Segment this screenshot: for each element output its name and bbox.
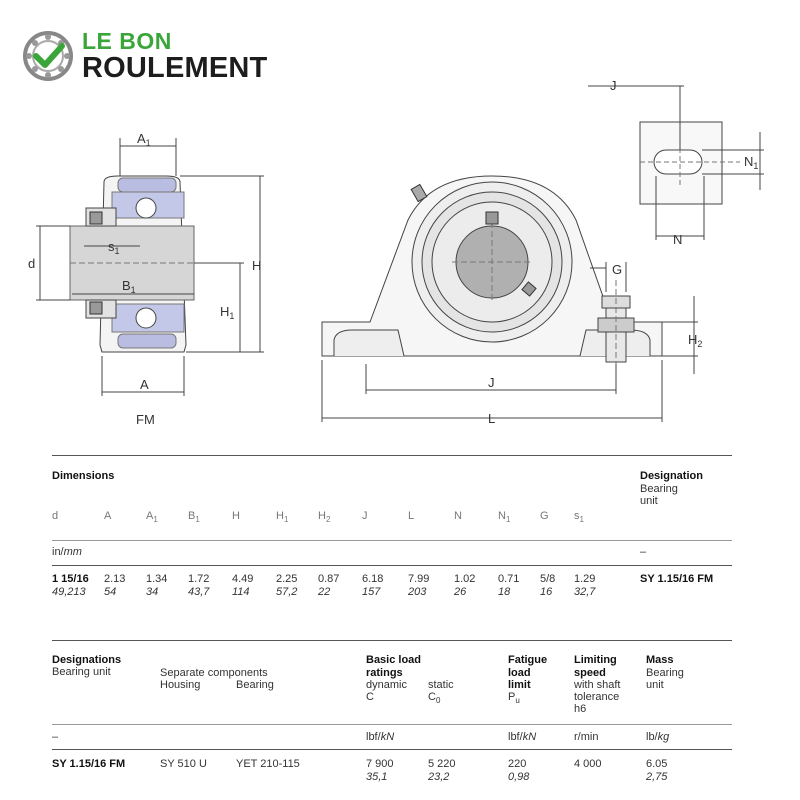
dims-designation-title: Designation [640, 470, 703, 482]
cell-A1-mm: 34 [146, 586, 159, 598]
des-unit-speed: r/min [574, 731, 599, 743]
logo-line-1: LE BON [82, 28, 172, 54]
des-cell-speed: 4 000 [574, 758, 602, 770]
des-mass-1: Mass [646, 654, 674, 666]
cell-s1-in: 1.29 [574, 573, 596, 585]
des-cell-C-kn: 35,1 [366, 771, 388, 783]
col-header-H: H [232, 510, 240, 522]
dim-label-B1: $B_1$ [122, 278, 136, 295]
dim-label-A: A [140, 377, 149, 392]
des-C0: $C_0$ [428, 691, 441, 706]
cell-d-mm: 49,213 [52, 586, 86, 598]
dim-label-L: L [488, 411, 496, 426]
des-fatigue-3: limit [508, 679, 531, 691]
des-limiting-2: speed [574, 667, 606, 679]
des-unit-C: lbf/kN [366, 731, 395, 743]
dim-label-H2: $H_2$ [688, 332, 703, 349]
des-C: C [366, 691, 374, 703]
cell-H2-mm: 22 [318, 586, 331, 598]
des-limiting-1: Limiting [574, 654, 617, 666]
dim-label-d: d [28, 256, 36, 271]
side-view [36, 138, 264, 396]
front-view [322, 176, 698, 422]
col-header-s1: $s_1$ [574, 510, 584, 525]
des-top-rule [52, 640, 732, 641]
dims-unit-rule [52, 540, 732, 541]
cell-H-in: 4.49 [232, 573, 254, 585]
des-housing-header: Housing [160, 679, 201, 691]
col-header-d: d [52, 510, 59, 522]
cell-B1-mm: 43,7 [188, 586, 210, 598]
col-header-N: N [454, 510, 462, 522]
des-mass-3: unit [646, 679, 664, 691]
des-Pu: $P_u$ [508, 691, 520, 706]
des-static: static [428, 679, 454, 691]
dim-label-J-top: J [610, 78, 617, 93]
des-basic-load-2: ratings [366, 667, 403, 679]
des-cell-C0-lbf: 5 220 [428, 758, 456, 770]
des-fatigue-1: Fatigue [508, 654, 548, 666]
col-header-H2: $H_2$ [318, 510, 331, 525]
top-view [588, 86, 764, 240]
col-header-L: L [408, 510, 415, 522]
dims-designation-sub1: Bearing [640, 483, 678, 495]
des-fatigue-2: load [508, 667, 531, 679]
cell-J-mm: 157 [362, 586, 381, 598]
des-limiting-3: with shaft [574, 679, 621, 691]
cell-L-in: 7.99 [408, 573, 430, 585]
cell-A1-in: 1.34 [146, 573, 168, 585]
des-dynamic: dynamic [366, 679, 407, 691]
dim-label-N1: $N_1$ [744, 154, 759, 171]
dims-data-rule [52, 565, 732, 566]
dim-label-s1: $s_1$ [108, 239, 120, 256]
des-cell-C0-kn: 23,2 [428, 771, 450, 783]
des-cell-housing: SY 510 U [160, 758, 207, 770]
des-limiting-4: tolerance [574, 691, 620, 703]
des-sep-title: Separate components [160, 667, 268, 679]
dim-label-N: N [673, 232, 683, 247]
dims-units-dash: – [640, 546, 647, 558]
cell-N1-mm: 18 [498, 586, 511, 598]
drawing-caption: FM [136, 412, 155, 427]
des-unit-Pu: lbf/kN [508, 731, 537, 743]
des-cell-C-lbf: 7 900 [366, 758, 394, 770]
des-col1-title: Designations [52, 654, 122, 666]
cell-N-in: 1.02 [454, 573, 476, 585]
cell-B1-in: 1.72 [188, 573, 210, 585]
cell-J-in: 6.18 [362, 573, 384, 585]
col-header-B1: $B_1$ [188, 510, 200, 525]
cell-A-mm: 54 [104, 586, 117, 598]
dim-label-H: H [252, 258, 262, 273]
col-header-H1: $H_1$ [276, 510, 289, 525]
logo-line-2: ROULEMENT [82, 52, 268, 84]
col-header-A: A [104, 510, 112, 522]
col-header-N1: $N_1$ [498, 510, 511, 525]
des-data-rule [52, 749, 732, 750]
cell-H1-in: 2.25 [276, 573, 298, 585]
dims-top-rule [52, 455, 732, 456]
des-unit-mass: lb/kg [646, 731, 670, 743]
col-header-A1: $A_1$ [146, 510, 158, 525]
dim-label-G: G [612, 262, 623, 277]
dims-designation-sub2: unit [640, 495, 658, 507]
des-col1-sub: Bearing unit [52, 666, 111, 678]
des-bearing-header: Bearing [236, 679, 274, 691]
cell-A-in: 2.13 [104, 573, 126, 585]
dim-label-H1: $H_1$ [220, 304, 235, 321]
des-cell-bearing: YET 210-115 [236, 758, 300, 770]
cell-d-in: 1 15/16 [52, 573, 89, 585]
cell-H-mm: 114 [232, 586, 250, 598]
des-mass-2: Bearing [646, 667, 684, 679]
cell-N-mm: 26 [454, 586, 467, 598]
des-basic-load-1: Basic load [366, 654, 422, 666]
cell-designation: SY 1.15/16 FM [640, 573, 714, 585]
des-cell-Pu-lbf: 220 [508, 758, 527, 770]
cell-H1-mm: 57,2 [276, 586, 298, 598]
cell-G-mm: 16 [540, 586, 553, 598]
des-cell-unit: SY 1.15/16 FM [52, 758, 126, 770]
des-cell-mass-lb: 6.05 [646, 758, 668, 770]
dims-units: in/mm [52, 546, 82, 558]
dims-section-title: Dimensions [52, 470, 115, 482]
des-cell-Pu-kn: 0,98 [508, 771, 530, 783]
cell-L-mm: 203 [408, 586, 427, 598]
cell-H2-in: 0.87 [318, 573, 340, 585]
des-cell-mass-kg: 2,75 [646, 771, 668, 783]
col-header-J: J [362, 510, 368, 522]
des-limiting-5: h6 [574, 703, 587, 715]
dim-label-J: J [488, 375, 495, 390]
des-unit-rule [52, 724, 732, 725]
dim-label-A1: $A_1$ [137, 131, 151, 148]
cell-N1-in: 0.71 [498, 573, 520, 585]
col-header-G: G [540, 510, 549, 522]
cell-s1-mm: 32,7 [574, 586, 596, 598]
cell-G-in: 5/8 [540, 573, 556, 585]
des-unit-dash: – [52, 731, 59, 743]
